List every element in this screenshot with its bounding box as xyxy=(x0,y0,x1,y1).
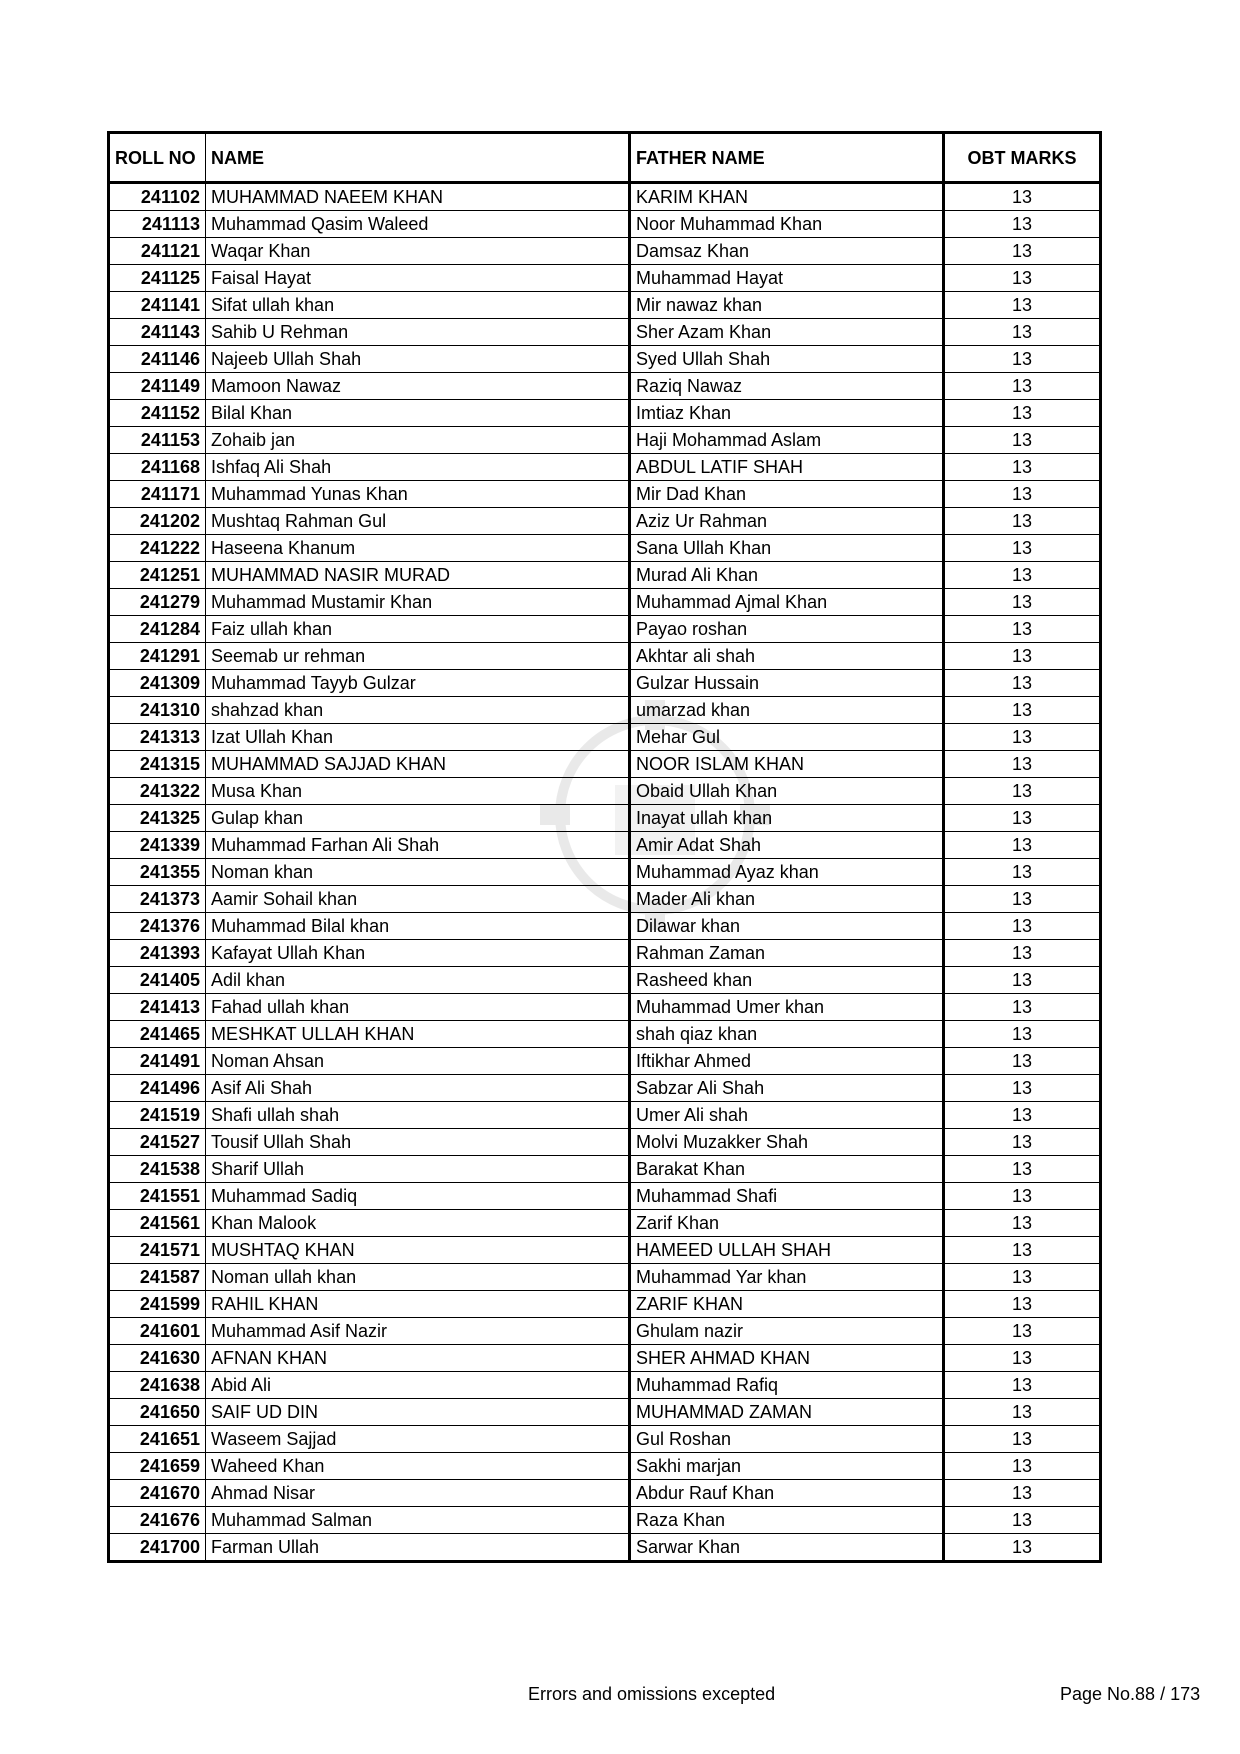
table-row xyxy=(109,346,1101,373)
cell-obt-marks: 13 xyxy=(944,454,1101,481)
cell-obt-marks: 13 xyxy=(944,697,1101,724)
cell-obt-marks: 13 xyxy=(944,1264,1101,1291)
cell-obt-marks: 13 xyxy=(944,373,1101,400)
header-roll-no: ROLL NO xyxy=(109,133,206,183)
cell-father-name: Umer Ali shah xyxy=(630,1102,944,1129)
cell-name: Sifat ullah khan xyxy=(206,292,630,319)
cell-name: Muhammad Salman xyxy=(206,1507,630,1534)
cell-roll-no: 241496 xyxy=(109,1075,206,1102)
cell-name: Asif Ali Shah xyxy=(206,1075,630,1102)
table-row xyxy=(109,1507,1101,1534)
table-row xyxy=(109,535,1101,562)
cell-roll-no: 241393 xyxy=(109,940,206,967)
cell-obt-marks: 13 xyxy=(944,535,1101,562)
table-row xyxy=(109,292,1101,319)
cell-obt-marks: 13 xyxy=(944,1102,1101,1129)
cell-name: Najeeb Ullah Shah xyxy=(206,346,630,373)
cell-father-name: Raziq Nawaz xyxy=(630,373,944,400)
cell-father-name: Sher Azam Khan xyxy=(630,319,944,346)
cell-name: Faisal Hayat xyxy=(206,265,630,292)
cell-obt-marks: 13 xyxy=(944,211,1101,238)
cell-obt-marks: 13 xyxy=(944,994,1101,1021)
cell-obt-marks: 13 xyxy=(944,481,1101,508)
cell-name: MUHAMMAD NAEEM KHAN xyxy=(206,183,630,211)
cell-obt-marks: 13 xyxy=(944,832,1101,859)
cell-name: Muhammad Asif Nazir xyxy=(206,1318,630,1345)
cell-father-name: Muhammad Hayat xyxy=(630,265,944,292)
cell-roll-no: 241527 xyxy=(109,1129,206,1156)
cell-name: Ahmad Nisar xyxy=(206,1480,630,1507)
table-row xyxy=(109,697,1101,724)
cell-obt-marks: 13 xyxy=(944,1291,1101,1318)
cell-father-name: Amir Adat Shah xyxy=(630,832,944,859)
header-name: NAME xyxy=(206,133,630,183)
cell-name: Muhammad Qasim Waleed xyxy=(206,211,630,238)
cell-father-name: Muhammad Shafi xyxy=(630,1183,944,1210)
cell-name: Faiz ullah khan xyxy=(206,616,630,643)
cell-roll-no: 241146 xyxy=(109,346,206,373)
table-row xyxy=(109,1183,1101,1210)
cell-name: MESHKAT ULLAH KHAN xyxy=(206,1021,630,1048)
cell-roll-no: 241279 xyxy=(109,589,206,616)
cell-name: RAHIL KHAN xyxy=(206,1291,630,1318)
cell-name: Zohaib jan xyxy=(206,427,630,454)
cell-name: Kafayat Ullah Khan xyxy=(206,940,630,967)
cell-roll-no: 241141 xyxy=(109,292,206,319)
cell-father-name: Akhtar ali shah xyxy=(630,643,944,670)
table-row xyxy=(109,1345,1101,1372)
cell-father-name: Syed Ullah Shah xyxy=(630,346,944,373)
cell-roll-no: 241670 xyxy=(109,1480,206,1507)
cell-roll-no: 241168 xyxy=(109,454,206,481)
table-row xyxy=(109,886,1101,913)
cell-obt-marks: 13 xyxy=(944,886,1101,913)
cell-obt-marks: 13 xyxy=(944,1426,1101,1453)
cell-roll-no: 241291 xyxy=(109,643,206,670)
cell-name: SAIF UD DIN xyxy=(206,1399,630,1426)
cell-obt-marks: 13 xyxy=(944,292,1101,319)
cell-name: AFNAN KHAN xyxy=(206,1345,630,1372)
cell-name: MUSHTAQ KHAN xyxy=(206,1237,630,1264)
cell-roll-no: 241113 xyxy=(109,211,206,238)
cell-roll-no: 241315 xyxy=(109,751,206,778)
cell-father-name: Inayat ullah khan xyxy=(630,805,944,832)
cell-father-name: Sakhi marjan xyxy=(630,1453,944,1480)
cell-obt-marks: 13 xyxy=(944,1210,1101,1237)
cell-father-name: Payao roshan xyxy=(630,616,944,643)
cell-obt-marks: 13 xyxy=(944,670,1101,697)
table-row xyxy=(109,183,1101,211)
cell-father-name: Iftikhar Ahmed xyxy=(630,1048,944,1075)
cell-roll-no: 241310 xyxy=(109,697,206,724)
cell-father-name: Ghulam nazir xyxy=(630,1318,944,1345)
cell-obt-marks: 13 xyxy=(944,508,1101,535)
cell-roll-no: 241251 xyxy=(109,562,206,589)
table-row xyxy=(109,427,1101,454)
cell-roll-no: 241676 xyxy=(109,1507,206,1534)
cell-obt-marks: 13 xyxy=(944,616,1101,643)
cell-roll-no: 241599 xyxy=(109,1291,206,1318)
cell-name: Noman Ahsan xyxy=(206,1048,630,1075)
cell-name: MUHAMMAD NASIR MURAD xyxy=(206,562,630,589)
cell-father-name: Mader Ali khan xyxy=(630,886,944,913)
cell-roll-no: 241587 xyxy=(109,1264,206,1291)
footer-note: Errors and omissions excepted xyxy=(528,1684,776,1704)
cell-father-name: Sarwar Khan xyxy=(630,1534,944,1562)
table-row xyxy=(109,1210,1101,1237)
cell-name: Sahib U Rehman xyxy=(206,319,630,346)
cell-name: Muhammad Farhan Ali Shah xyxy=(206,832,630,859)
cell-name: Noman ullah khan xyxy=(206,1264,630,1291)
cell-father-name: Muhammad Umer khan xyxy=(630,994,944,1021)
table-row xyxy=(109,1102,1101,1129)
cell-obt-marks: 13 xyxy=(944,183,1101,211)
header-obt-marks: OBT MARKS xyxy=(944,133,1101,183)
table-row xyxy=(109,1318,1101,1345)
cell-father-name: Dilawar khan xyxy=(630,913,944,940)
cell-father-name: Aziz Ur Rahman xyxy=(630,508,944,535)
table-row xyxy=(109,319,1101,346)
table-row xyxy=(109,1399,1101,1426)
cell-father-name: ZARIF KHAN xyxy=(630,1291,944,1318)
cell-name: Adil khan xyxy=(206,967,630,994)
cell-father-name: Muhammad Yar khan xyxy=(630,1264,944,1291)
cell-name: Izat Ullah Khan xyxy=(206,724,630,751)
table-row xyxy=(109,1075,1101,1102)
cell-obt-marks: 13 xyxy=(944,1453,1101,1480)
cell-name: Mushtaq Rahman Gul xyxy=(206,508,630,535)
cell-roll-no: 241309 xyxy=(109,670,206,697)
cell-father-name: Haji Mohammad Aslam xyxy=(630,427,944,454)
cell-obt-marks: 13 xyxy=(944,238,1101,265)
table-row xyxy=(109,211,1101,238)
cell-father-name: Sabzar Ali Shah xyxy=(630,1075,944,1102)
cell-roll-no: 241630 xyxy=(109,1345,206,1372)
cell-roll-no: 241491 xyxy=(109,1048,206,1075)
table-row xyxy=(109,1237,1101,1264)
table-row xyxy=(109,1129,1101,1156)
cell-obt-marks: 13 xyxy=(944,643,1101,670)
cell-father-name: Mehar Gul xyxy=(630,724,944,751)
cell-obt-marks: 13 xyxy=(944,1318,1101,1345)
cell-father-name: SHER AHMAD KHAN xyxy=(630,1345,944,1372)
cell-father-name: MUHAMMAD ZAMAN xyxy=(630,1399,944,1426)
cell-obt-marks: 13 xyxy=(944,1507,1101,1534)
cell-father-name: Murad Ali Khan xyxy=(630,562,944,589)
page-number: Page No.88 / 173 xyxy=(1060,1684,1201,1704)
table-row xyxy=(109,1291,1101,1318)
cell-roll-no: 241538 xyxy=(109,1156,206,1183)
cell-obt-marks: 13 xyxy=(944,967,1101,994)
cell-roll-no: 241659 xyxy=(109,1453,206,1480)
cell-obt-marks: 13 xyxy=(944,427,1101,454)
table-row xyxy=(109,1372,1101,1399)
cell-name: Muhammad Mustamir Khan xyxy=(206,589,630,616)
cell-name: Ishfaq Ali Shah xyxy=(206,454,630,481)
cell-father-name: Muhammad Rafiq xyxy=(630,1372,944,1399)
cell-roll-no: 241700 xyxy=(109,1534,206,1562)
table-row xyxy=(109,616,1101,643)
table-row xyxy=(109,238,1101,265)
cell-name: MUHAMMAD SAJJAD KHAN xyxy=(206,751,630,778)
cell-name: Tousif Ullah Shah xyxy=(206,1129,630,1156)
table-row xyxy=(109,967,1101,994)
table-row xyxy=(109,994,1101,1021)
header-father-name: FATHER NAME xyxy=(630,133,944,183)
table-row xyxy=(109,670,1101,697)
cell-roll-no: 241143 xyxy=(109,319,206,346)
cell-father-name: Muhammad Ajmal Khan xyxy=(630,589,944,616)
table-row xyxy=(109,1021,1101,1048)
table-row xyxy=(109,562,1101,589)
table-row xyxy=(109,508,1101,535)
table-row xyxy=(109,643,1101,670)
cell-obt-marks: 13 xyxy=(944,1156,1101,1183)
table-row xyxy=(109,805,1101,832)
cell-father-name: shah qiaz khan xyxy=(630,1021,944,1048)
cell-name: shahzad khan xyxy=(206,697,630,724)
table-row xyxy=(109,1453,1101,1480)
cell-name: Fahad ullah khan xyxy=(206,994,630,1021)
cell-father-name: Noor Muhammad Khan xyxy=(630,211,944,238)
cell-father-name: umarzad khan xyxy=(630,697,944,724)
cell-obt-marks: 13 xyxy=(944,940,1101,967)
cell-roll-no: 241313 xyxy=(109,724,206,751)
cell-name: Muhammad Sadiq xyxy=(206,1183,630,1210)
cell-obt-marks: 13 xyxy=(944,1075,1101,1102)
results-table xyxy=(107,131,1102,1563)
cell-father-name: NOOR ISLAM KHAN xyxy=(630,751,944,778)
cell-father-name: Damsaz Khan xyxy=(630,238,944,265)
cell-obt-marks: 13 xyxy=(944,1345,1101,1372)
cell-roll-no: 241202 xyxy=(109,508,206,535)
cell-father-name: Muhammad Ayaz khan xyxy=(630,859,944,886)
table-row xyxy=(109,859,1101,886)
cell-name: Mamoon Nawaz xyxy=(206,373,630,400)
cell-roll-no: 241373 xyxy=(109,886,206,913)
cell-name: Sharif Ullah xyxy=(206,1156,630,1183)
cell-roll-no: 241149 xyxy=(109,373,206,400)
cell-roll-no: 241322 xyxy=(109,778,206,805)
cell-roll-no: 241153 xyxy=(109,427,206,454)
cell-roll-no: 241339 xyxy=(109,832,206,859)
cell-roll-no: 241519 xyxy=(109,1102,206,1129)
cell-obt-marks: 13 xyxy=(944,346,1101,373)
cell-name: Shafi ullah shah xyxy=(206,1102,630,1129)
cell-roll-no: 241551 xyxy=(109,1183,206,1210)
cell-obt-marks: 13 xyxy=(944,1534,1101,1562)
cell-obt-marks: 13 xyxy=(944,589,1101,616)
cell-obt-marks: 13 xyxy=(944,751,1101,778)
table-row xyxy=(109,1048,1101,1075)
cell-roll-no: 241651 xyxy=(109,1426,206,1453)
cell-roll-no: 241102 xyxy=(109,183,206,211)
table-row xyxy=(109,751,1101,778)
table-row xyxy=(109,1480,1101,1507)
cell-obt-marks: 13 xyxy=(944,400,1101,427)
cell-roll-no: 241222 xyxy=(109,535,206,562)
cell-name: Seemab ur rehman xyxy=(206,643,630,670)
cell-obt-marks: 13 xyxy=(944,1021,1101,1048)
cell-name: Gulap khan xyxy=(206,805,630,832)
cell-father-name: ABDUL LATIF SHAH xyxy=(630,454,944,481)
cell-name: Muhammad Tayyb Gulzar xyxy=(206,670,630,697)
table-row xyxy=(109,1534,1101,1562)
cell-father-name: Gul Roshan xyxy=(630,1426,944,1453)
cell-name: Bilal Khan xyxy=(206,400,630,427)
cell-name: Muhammad Bilal khan xyxy=(206,913,630,940)
table-row xyxy=(109,1426,1101,1453)
cell-obt-marks: 13 xyxy=(944,1129,1101,1156)
table-row xyxy=(109,454,1101,481)
cell-father-name: Gulzar Hussain xyxy=(630,670,944,697)
cell-obt-marks: 13 xyxy=(944,859,1101,886)
table-header-row xyxy=(109,133,1101,183)
cell-father-name: Mir Dad Khan xyxy=(630,481,944,508)
cell-name: Musa Khan xyxy=(206,778,630,805)
cell-obt-marks: 13 xyxy=(944,1183,1101,1210)
table-row xyxy=(109,1156,1101,1183)
cell-roll-no: 241121 xyxy=(109,238,206,265)
cell-father-name: Molvi Muzakker Shah xyxy=(630,1129,944,1156)
cell-name: Waqar Khan xyxy=(206,238,630,265)
cell-roll-no: 241405 xyxy=(109,967,206,994)
cell-name: Noman khan xyxy=(206,859,630,886)
cell-obt-marks: 13 xyxy=(944,778,1101,805)
table-row xyxy=(109,913,1101,940)
cell-father-name: KARIM KHAN xyxy=(630,183,944,211)
cell-father-name: Rahman Zaman xyxy=(630,940,944,967)
table-row xyxy=(109,373,1101,400)
cell-roll-no: 241638 xyxy=(109,1372,206,1399)
cell-roll-no: 241571 xyxy=(109,1237,206,1264)
table-row xyxy=(109,400,1101,427)
cell-father-name: Raza Khan xyxy=(630,1507,944,1534)
cell-roll-no: 241171 xyxy=(109,481,206,508)
cell-roll-no: 241413 xyxy=(109,994,206,1021)
cell-obt-marks: 13 xyxy=(944,1399,1101,1426)
cell-roll-no: 241284 xyxy=(109,616,206,643)
cell-name: Haseena Khanum xyxy=(206,535,630,562)
cell-roll-no: 241125 xyxy=(109,265,206,292)
cell-obt-marks: 13 xyxy=(944,805,1101,832)
cell-name: Khan Malook xyxy=(206,1210,630,1237)
cell-roll-no: 241325 xyxy=(109,805,206,832)
table-row xyxy=(109,589,1101,616)
cell-roll-no: 241152 xyxy=(109,400,206,427)
cell-obt-marks: 13 xyxy=(944,913,1101,940)
cell-obt-marks: 13 xyxy=(944,724,1101,751)
cell-father-name: Imtiaz Khan xyxy=(630,400,944,427)
cell-name: Waseem Sajjad xyxy=(206,1426,630,1453)
cell-father-name: Rasheed khan xyxy=(630,967,944,994)
table-row xyxy=(109,481,1101,508)
cell-name: Waheed Khan xyxy=(206,1453,630,1480)
cell-father-name: Barakat Khan xyxy=(630,1156,944,1183)
cell-roll-no: 241355 xyxy=(109,859,206,886)
cell-father-name: Abdur Rauf Khan xyxy=(630,1480,944,1507)
cell-name: Farman Ullah xyxy=(206,1534,630,1562)
table-row xyxy=(109,265,1101,292)
cell-father-name: Mir nawaz khan xyxy=(630,292,944,319)
table-row xyxy=(109,832,1101,859)
cell-obt-marks: 13 xyxy=(944,319,1101,346)
cell-roll-no: 241601 xyxy=(109,1318,206,1345)
cell-father-name: Obaid Ullah Khan xyxy=(630,778,944,805)
table-row xyxy=(109,940,1101,967)
cell-obt-marks: 13 xyxy=(944,265,1101,292)
cell-obt-marks: 13 xyxy=(944,1048,1101,1075)
cell-obt-marks: 13 xyxy=(944,1372,1101,1399)
table-row xyxy=(109,724,1101,751)
cell-roll-no: 241561 xyxy=(109,1210,206,1237)
cell-roll-no: 241465 xyxy=(109,1021,206,1048)
cell-roll-no: 241650 xyxy=(109,1399,206,1426)
cell-roll-no: 241376 xyxy=(109,913,206,940)
cell-name: Abid Ali xyxy=(206,1372,630,1399)
cell-father-name: HAMEED ULLAH SHAH xyxy=(630,1237,944,1264)
cell-obt-marks: 13 xyxy=(944,1480,1101,1507)
cell-father-name: Zarif Khan xyxy=(630,1210,944,1237)
table-row xyxy=(109,1264,1101,1291)
table-row xyxy=(109,778,1101,805)
cell-father-name: Sana Ullah Khan xyxy=(630,535,944,562)
cell-obt-marks: 13 xyxy=(944,1237,1101,1264)
cell-name: Aamir Sohail khan xyxy=(206,886,630,913)
cell-obt-marks: 13 xyxy=(944,562,1101,589)
cell-name: Muhammad Yunas Khan xyxy=(206,481,630,508)
